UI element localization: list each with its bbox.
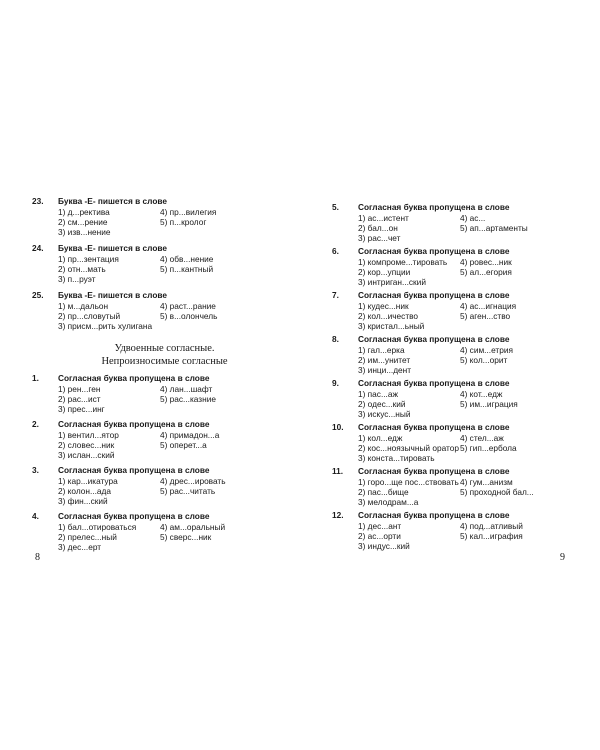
option-3: 3) мелодрам...а bbox=[358, 497, 419, 508]
section-title-line-1: Удвоенные согласные. bbox=[114, 343, 215, 354]
question-25 bbox=[32, 290, 217, 332]
option-3: 3) фин...ский bbox=[58, 496, 108, 507]
option-2: 2) см...рение bbox=[58, 217, 108, 228]
option-2: 2) им...унитет bbox=[358, 355, 411, 366]
option-2: 2) пас...бище bbox=[358, 487, 409, 498]
question-number: 10. bbox=[332, 422, 344, 432]
question-prompt: Буква -Е- пишется в слове bbox=[58, 196, 167, 206]
option-1: 1) горо...ще пос...ствовать bbox=[358, 477, 459, 487]
option-5: 5) п...кантный bbox=[160, 264, 214, 275]
question-4 bbox=[32, 511, 225, 553]
option-1: 1) м...дальон bbox=[58, 301, 109, 311]
answer-options bbox=[358, 521, 523, 552]
option-5: 5) проходной бал... bbox=[460, 487, 534, 498]
option-3: 3) дес...ерт bbox=[58, 542, 102, 553]
option-3: 3) п...руэт bbox=[58, 274, 96, 285]
option-5: 5) кал...играфия bbox=[460, 531, 523, 542]
option-5: 5) кол...орит bbox=[460, 355, 508, 366]
answer-options bbox=[358, 257, 512, 288]
question-prompt: Согласная буква пропущена в слове bbox=[358, 290, 510, 300]
question-prompt: Согласная буква пропущена в слове bbox=[358, 246, 510, 256]
question-number: 25. bbox=[32, 290, 44, 300]
question-24 bbox=[32, 243, 213, 285]
option-5: 5) сверс...ник bbox=[160, 532, 212, 543]
option-5: 5) рас...казние bbox=[160, 394, 216, 405]
question-number: 5. bbox=[332, 202, 339, 212]
option-2: 2) пр...словутый bbox=[58, 311, 121, 322]
question-prompt: Согласная буква пропущена в слове bbox=[58, 465, 210, 475]
option-1: 1) кудес...ник bbox=[358, 301, 409, 311]
question-prompt: Согласная буква пропущена в слове bbox=[358, 202, 510, 212]
question-2 bbox=[32, 419, 219, 461]
question-9 bbox=[332, 378, 518, 420]
question-number: 4. bbox=[32, 511, 39, 521]
question-6 bbox=[332, 246, 512, 288]
question-number: 7. bbox=[332, 290, 339, 300]
option-4: 4) примадон...а bbox=[160, 430, 220, 440]
answer-options bbox=[358, 389, 518, 420]
option-5: 5) в...олончель bbox=[160, 311, 218, 322]
option-4: 4) ас...игнация bbox=[460, 301, 517, 311]
option-2: 2) кор...упции bbox=[358, 267, 411, 278]
answer-options bbox=[58, 301, 217, 332]
option-3: 3) ислан...ский bbox=[58, 450, 115, 461]
option-4: 4) ам...оральный bbox=[160, 522, 226, 532]
question-prompt: Согласная буква пропущена в слове bbox=[358, 466, 510, 476]
question-prompt: Согласная буква пропущена в слове bbox=[58, 511, 210, 521]
option-2: 2) отн...мать bbox=[58, 264, 106, 275]
page-number-left: 8 bbox=[35, 552, 40, 563]
option-4: 4) гум...анизм bbox=[460, 477, 513, 487]
option-4: 4) стел...аж bbox=[460, 433, 504, 443]
question-prompt: Согласная буква пропущена в слове bbox=[358, 378, 510, 388]
answer-options bbox=[358, 301, 516, 332]
question-10 bbox=[332, 422, 517, 464]
option-1: 1) пас...аж bbox=[358, 389, 399, 399]
option-4: 4) ровес...ник bbox=[460, 257, 512, 267]
option-5: 5) ал...егория bbox=[460, 267, 512, 278]
answer-options bbox=[58, 476, 226, 507]
question-number: 23. bbox=[32, 196, 44, 206]
option-4: 4) раст...рание bbox=[160, 301, 216, 311]
answer-options bbox=[58, 522, 225, 553]
option-5: 5) рас...читать bbox=[160, 486, 216, 497]
option-4: 4) сим...етрия bbox=[460, 345, 513, 355]
section-title-line-2: Непроизносимые согласные bbox=[101, 356, 228, 367]
option-4: 4) ас... bbox=[460, 213, 486, 223]
option-2: 2) рас...ист bbox=[58, 394, 101, 405]
option-5: 5) п...кролог bbox=[160, 217, 207, 228]
option-2: 2) одес...кий bbox=[358, 399, 406, 410]
section-heading bbox=[32, 342, 297, 368]
answer-options bbox=[58, 430, 219, 461]
option-3: 3) присм...рить хулигана bbox=[58, 321, 153, 332]
answer-options bbox=[358, 345, 513, 376]
question-number: 11. bbox=[332, 466, 344, 476]
option-5: 5) ап...артаменты bbox=[460, 223, 528, 234]
question-prompt: Согласная буква пропущена в слове bbox=[58, 373, 210, 383]
option-3: 3) интриган...ский bbox=[358, 277, 426, 288]
answer-options bbox=[58, 254, 213, 285]
answer-options bbox=[358, 477, 534, 508]
option-1: 1) ас...истент bbox=[358, 213, 409, 223]
option-2: 2) ас...орти bbox=[358, 531, 401, 542]
option-1: 1) кол...едж bbox=[358, 433, 403, 443]
option-3: 3) прес...инг bbox=[58, 404, 105, 415]
option-4: 4) под...атливый bbox=[460, 521, 523, 531]
question-number: 9. bbox=[332, 378, 339, 388]
question-prompt: Согласная буква пропущена в слове bbox=[358, 422, 510, 432]
question-12 bbox=[332, 510, 523, 552]
option-1: 1) компроме...тировать bbox=[358, 257, 448, 267]
option-2: 2) бал...он bbox=[358, 223, 398, 234]
question-7 bbox=[332, 290, 516, 332]
question-number: 6. bbox=[332, 246, 339, 256]
question-3 bbox=[32, 465, 226, 507]
option-3: 3) рас...чет bbox=[358, 233, 401, 244]
option-5: 5) гип...ербола bbox=[460, 443, 517, 454]
option-3: 3) индус...кий bbox=[358, 541, 410, 552]
question-number: 24. bbox=[32, 243, 44, 253]
question-number: 8. bbox=[332, 334, 339, 344]
option-2: 2) кол...ичество bbox=[358, 311, 419, 322]
question-number: 2. bbox=[32, 419, 39, 429]
option-1: 1) д...ректива bbox=[58, 207, 110, 217]
option-4: 4) лан...шафт bbox=[160, 384, 213, 394]
question-prompt: Буква -Е- пишется в слове bbox=[58, 243, 167, 253]
question-11 bbox=[332, 466, 534, 508]
option-3: 3) кристал...ьный bbox=[358, 321, 425, 332]
option-4: 4) обв...нение bbox=[160, 254, 214, 264]
option-3: 3) конста...тировать bbox=[358, 453, 435, 464]
question-23 bbox=[32, 196, 216, 238]
option-4: 4) пр...вилегия bbox=[160, 207, 217, 217]
option-1: 1) пр...зентация bbox=[58, 254, 119, 264]
answer-options bbox=[358, 213, 528, 244]
question-prompt: Согласная буква пропущена в слове bbox=[58, 419, 210, 429]
option-2: 2) колон...ада bbox=[58, 486, 111, 497]
option-1: 1) кар...икатура bbox=[58, 476, 118, 486]
option-1: 1) гал...ерка bbox=[358, 345, 405, 355]
option-5: 5) оперет...а bbox=[160, 440, 207, 451]
question-5 bbox=[332, 202, 528, 244]
option-1: 1) вентил...ятор bbox=[58, 430, 119, 440]
option-1: 1) дес...ант bbox=[358, 521, 402, 531]
option-5: 5) аген...ство bbox=[460, 311, 511, 322]
question-prompt: Согласная буква пропущена в слове bbox=[358, 510, 510, 520]
option-3: 3) инци...дент bbox=[358, 365, 412, 376]
option-2: 2) кос...ноязычный оратор bbox=[358, 443, 459, 454]
answer-options bbox=[358, 433, 517, 464]
answer-options bbox=[58, 207, 216, 238]
option-5: 5) им...играция bbox=[460, 399, 518, 410]
option-3: 3) изв...нение bbox=[58, 227, 111, 238]
question-prompt: Согласная буква пропущена в слове bbox=[358, 334, 510, 344]
answer-options bbox=[58, 384, 216, 415]
question-number: 1. bbox=[32, 373, 39, 383]
question-1 bbox=[32, 373, 216, 415]
option-3: 3) искус...ный bbox=[358, 409, 411, 420]
option-2: 2) прелес...ный bbox=[58, 532, 117, 543]
question-number: 12. bbox=[332, 510, 344, 520]
option-1: 1) рен...ген bbox=[58, 384, 101, 394]
option-2: 2) словес...ник bbox=[58, 440, 115, 451]
question-8 bbox=[332, 334, 513, 376]
option-4: 4) дрес...ировать bbox=[160, 476, 226, 486]
option-4: 4) кот...едж bbox=[460, 389, 503, 399]
option-1: 1) бал...отироваться bbox=[58, 522, 137, 532]
page-number-right: 9 bbox=[560, 552, 565, 563]
question-prompt: Буква -Е- пишется в слове bbox=[58, 290, 167, 300]
question-number: 3. bbox=[32, 465, 39, 475]
